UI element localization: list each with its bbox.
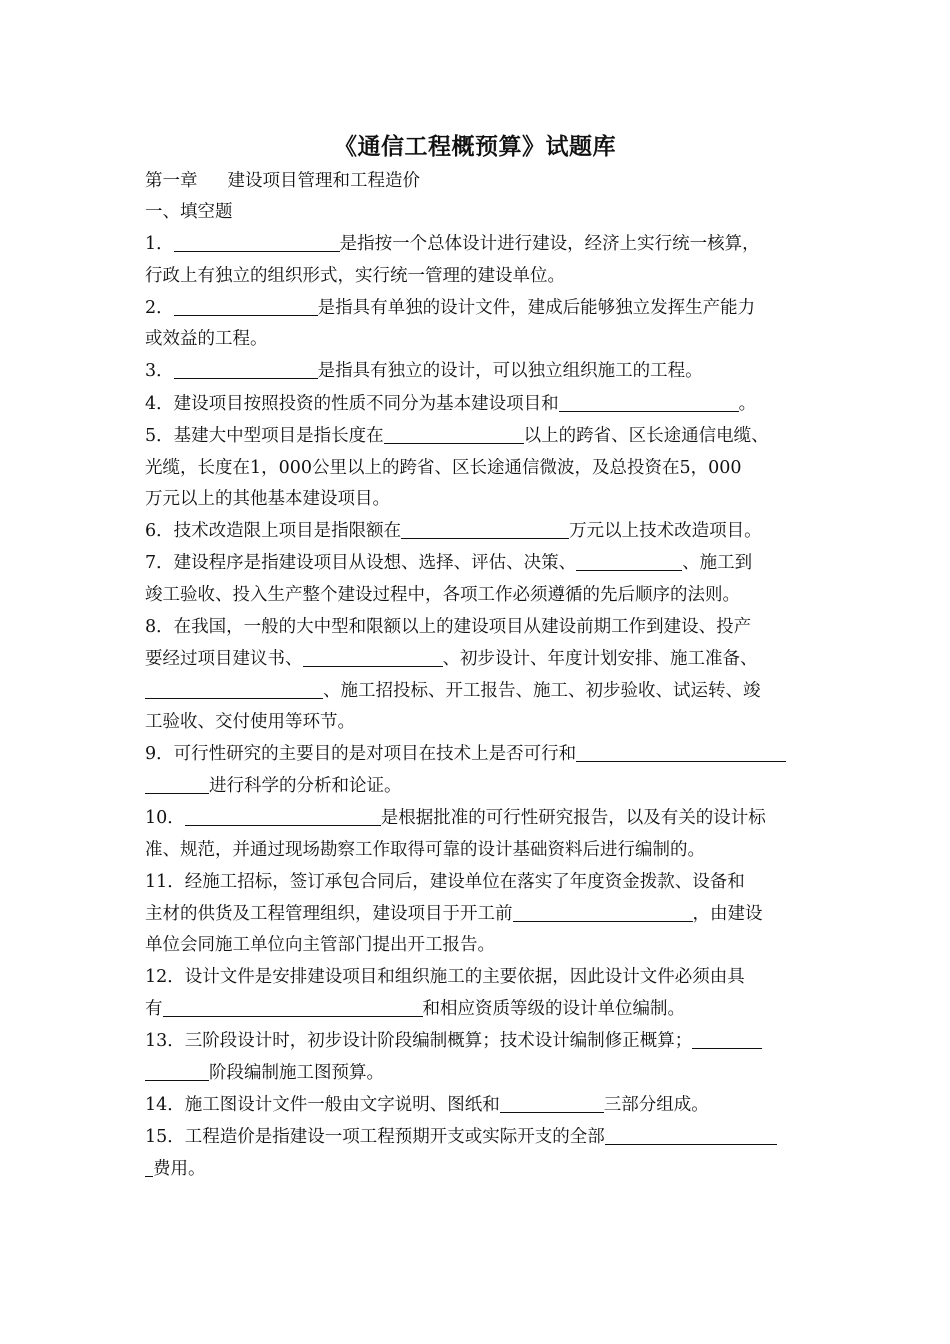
question-7-line-2: 竣工验收、投入生产整个建设过程中，各项工作必须遵循的先后顺序的法则。 [145,585,740,605]
question-8-line-4: 工验收、交付使用等环节。 [145,712,355,732]
question-5-line-3: 万元以上的其他基本建设项目。 [145,489,390,509]
answer-blank[interactable] [145,775,209,794]
answer-blank[interactable] [500,1094,604,1113]
question-7-line-1: 7．建设程序是指建设项目从设想、选择、评估、决策、 、施工到 [145,553,753,573]
section-heading: 一、填空题 [145,202,233,222]
question-14: 14．施工图设计文件一般由文字说明、图纸和 三部分组成。 [145,1095,709,1115]
answer-blank[interactable] [145,1062,209,1081]
question-10-line-2: 准、规范，并通过现场勘察工作取得可靠的设计基础资料后进行编制的。 [145,840,705,860]
question-12-line-1: 12．设计文件是安排建设项目和组织施工的主要依据，因此设计文件必须由具 [145,967,745,987]
question-9-line-2: 进行科学的分析和论证。 [145,775,402,797]
question-13-line-1: 13．三阶段设计时，初步设计阶段编制概算；技术设计编制修正概算； [145,1030,762,1052]
question-4: 4．建设项目按照投资的性质不同分为基本建设项目和 。 [145,394,757,414]
answer-blank[interactable] [513,903,693,922]
question-1-line-1: 1． 是指按一个总体设计进行建设，经济上实行统一核算， [145,234,760,254]
question-11-line-3: 单位会同施工单位向主管部门提出开工报告。 [145,935,495,955]
answer-blank[interactable] [605,1126,777,1145]
question-15-line-2: 费用。 [145,1158,206,1180]
answer-blank[interactable] [303,648,443,667]
answer-blank[interactable] [145,1158,153,1177]
question-2-line-1: 2． 是指具有单独的设计文件，建成后能够独立发挥生产能力 [145,298,756,318]
question-3: 3． 是指具有独立的设计，可以独立组织施工的工程。 [145,361,703,381]
answer-blank[interactable] [384,425,524,444]
question-9-line-1: 9．可行性研究的主要目的是对项目在技术上是否可行和 [145,743,786,765]
answer-blank[interactable] [174,360,318,379]
question-13-line-2: 阶段编制施工图预算。 [145,1062,384,1084]
chapter-label: 第一章 [145,171,198,191]
question-5-line-2: 光缆，长度在1，000公里以上的跨省、区长途通信微波，及总投资在5，000 [145,458,742,478]
question-10-line-1: 10． 是根据批准的可行性研究报告，以及有关的设计标 [145,808,766,828]
question-8-line-2: 要经过项目建议书、 、初步设计、年度计划安排、施工准备、 [145,649,758,669]
question-1-line-2: 行政上有独立的组织形式，实行统一管理的建设单位。 [145,266,565,286]
answer-blank[interactable] [401,520,569,539]
question-8-line-1: 8．在我国，一般的大中型和限额以上的建设项目从建设前期工作到建设、投产 [145,617,752,637]
question-5-line-1: 5．基建大中型项目是指长度在 以上的跨省、区长途通信电缆、 [145,426,769,446]
question-15-line-1: 15．工程造价是指建设一项工程预期开支或实际开支的全部 [145,1126,777,1148]
question-11-line-1: 11．经施工招标，签订承包合同后，建设单位在落实了年度资金拨款、设备和 [145,872,745,892]
chapter-name: 建设项目管理和工程造价 [227,171,420,191]
question-11-line-2: 主材的供货及工程管理组织，建设项目于开工前 ，由建设 [145,904,763,924]
answer-blank[interactable] [185,807,381,826]
answer-blank[interactable] [559,393,739,412]
answer-blank[interactable] [576,743,786,762]
answer-blank[interactable] [145,680,323,699]
answer-blank[interactable] [174,233,340,252]
question-8-line-3: 、施工招投标、开工报告、施工、初步验收、试运转、竣 [145,680,761,702]
answer-blank[interactable] [163,998,423,1017]
chapter-heading [145,170,420,192]
answer-blank[interactable] [174,297,318,316]
answer-blank[interactable] [576,552,682,571]
answer-blank[interactable] [692,1030,762,1049]
document-title: 《通信工程概预算》试题库 [334,134,616,160]
question-6: 6．技术改造限上项目是指限额在 万元以上技术改造项目。 [145,521,762,541]
question-12-line-2: 有 和相应资质等级的设计单位编制。 [145,999,685,1019]
question-2-line-2: 或效益的工程。 [145,329,268,349]
